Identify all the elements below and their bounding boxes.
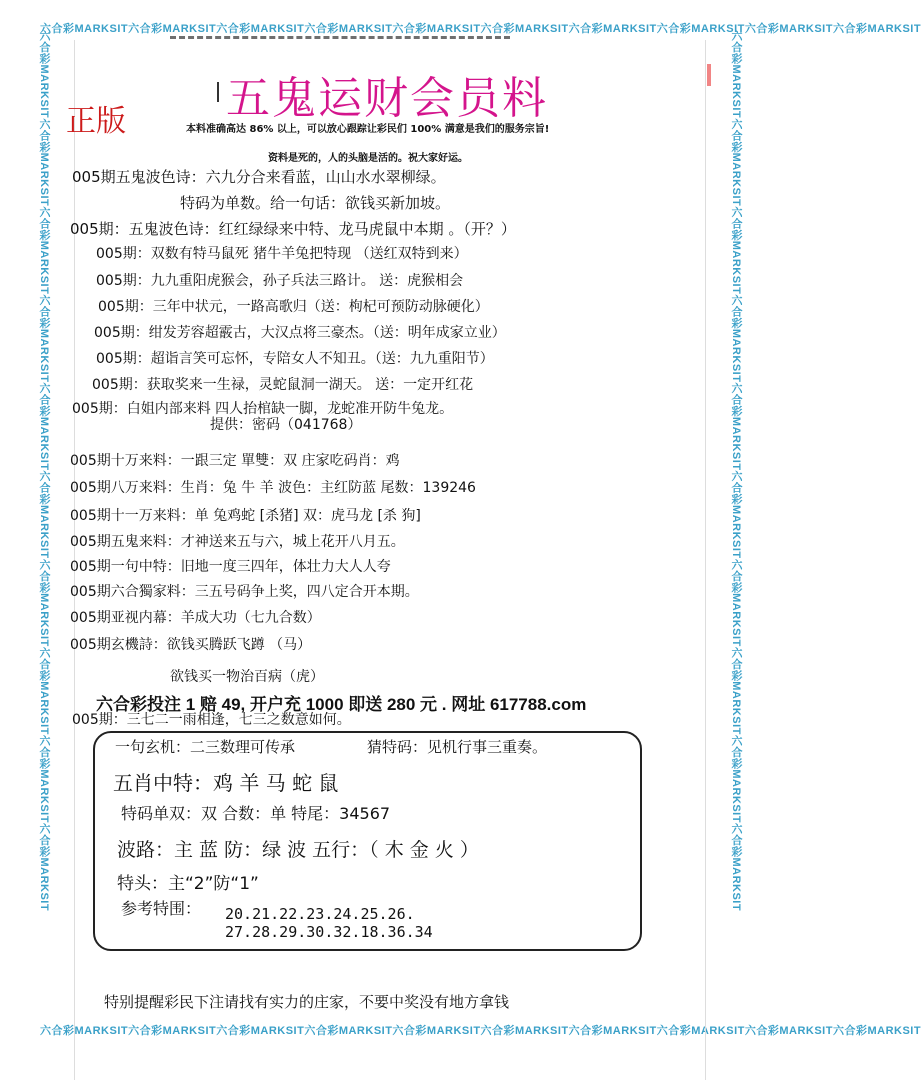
top-scribble — [170, 36, 510, 49]
line-exclusive-source: 005期六合獨家料：三五号码争上奖，四八定合开本期。 — [70, 584, 419, 600]
footer-reminder: 特别提醒彩民下注请找有实力的庄家，不要中奖没有地方拿钱 — [104, 993, 510, 1011]
good-luck-statement: 资料是死的，人的头脑是活的。祝大家好运。 — [268, 153, 468, 164]
box-mystery-phrase: 一句玄机：二三数理可传承 — [115, 738, 296, 756]
box-guess-number: 猜特码：见机行事三重奏。 — [367, 738, 548, 756]
line-five-ghost-poem: 005期五鬼波色诗：六九分合来看蓝，山山水水翠柳绿。 — [72, 168, 446, 186]
line-top-scholar: 005期：三年中状元，一路高歌归（送：枸杞可预防动脉硬化） — [98, 299, 489, 315]
red-mark — [707, 64, 711, 86]
line-five-ghost-wave: 005期：五鬼波色诗：红红绿绿来中特、龙马虎鼠中本期 。（开？） — [70, 220, 516, 238]
line-three-seven: 005期：三七二一雨相逢，七三之数意如何。 — [72, 712, 351, 728]
box-head-number: 特头：主“2”防“1” — [117, 874, 259, 894]
line-one-phrase: 005期一句中特：旧地一度三四年，体壮力大人人夸 — [70, 559, 391, 575]
line-atv-insider: 005期亚视内幕：羊成大功（七九合数） — [70, 610, 321, 626]
line-odd-even-hint: 特码为单数。给一句话：欲钱买新加坡。 — [180, 194, 451, 212]
decorative-border-left: 六合彩MARKSIT六合彩MARKSIT六合彩MARKSIT六合彩MARKSIT六合彩MARKSIT六合彩MARKSIT六合彩MARKSIT六合彩MARKSIT六合彩MARKSIT六合彩MARKSIT — [38, 30, 50, 912]
betting-ad: 六合彩投注 1 赔 49, 开户充 1000 即送 280 元 . 网址 617788.com — [96, 695, 587, 714]
line-double-numbers: 005期：双数有特马鼠死 猪牛羊兔把特现 （送红双特到来） — [96, 246, 468, 262]
cursor-bar — [217, 82, 219, 102]
line-110k-source: 005期十一万来料：单 兔鸡蛇 [杀猪] 双：虎马龙 [杀 狗] — [70, 508, 421, 524]
accuracy-statement: 本料准确高达 86% 以上，可以放心跟踪让彩民们 100% 满意是我们的服务宗旨! — [186, 124, 550, 135]
line-laughter: 005期：超诣言笑可忘怀，专陪女人不知丑。（送：九九重阳节） — [96, 351, 494, 367]
decorative-border-bottom: 六合彩MARKSIT六合彩MARKSIT六合彩MARKSIT六合彩MARKSIT六合彩MARKSIT六合彩MARKSIT六合彩MARKSIT六合彩MARKSIT六合彩MARKSIT六合彩MARKSIT — [40, 1025, 921, 1037]
box-odd-even: 特码单双：双 合数：单 特尾：34567 — [121, 804, 391, 823]
box-wave-elements: 波路：主 蓝 防：绿 波 五行：（ 木 金 火 ） — [117, 839, 479, 861]
line-80k-source: 005期八万来料：生肖：兔 牛 羊 波色：主红防蓝 尾数：139246 — [70, 480, 476, 496]
line-cure-all: 欲钱买一物治百病（虎） — [170, 669, 324, 685]
line-double-ninth: 005期：九九重阳虎猴会，孙子兵法三路计。 送：虎猴相会 — [96, 273, 464, 289]
line-prize-lifetime: 005期：获取奖来一生禄，灵蛇鼠洞一湖天。 送：一定开红花 — [92, 377, 474, 393]
box-ref-numbers-2: 27.28.29.30.32.18.36.34 — [225, 923, 433, 941]
page-title: 五鬼运财会员料 — [226, 73, 548, 124]
box-five-zodiac: 五肖中特：鸡 羊 马 蛇 鼠 — [113, 771, 339, 795]
box-ref-label: 参考特围： — [121, 899, 202, 918]
line-100k-source: 005期十万来料：一跟三定 單雙：双 庄家吃码肖：鸡 — [70, 453, 400, 469]
decorative-border-right: 六合彩MARKSIT六合彩MARKSIT六合彩MARKSIT六合彩MARKSIT六合彩MARKSIT六合彩MARKSIT六合彩MARKSIT六合彩MARKSIT六合彩MARKSIT六合彩MARKSIT — [730, 30, 742, 912]
line-password: 提供：密码（041768） — [210, 417, 362, 433]
line-mystic-poem: 005期玄機詩：欲钱买腾跃飞蹲 （马） — [70, 637, 312, 653]
line-white-sister: 005期：白姐内部来料 四人抬棺缺一脚，龙蛇准开防牛兔龙。 — [72, 401, 454, 417]
authentic-badge: 正版 — [66, 104, 126, 139]
line-three-heroes: 005期：绀发芳容超霰古，大汉点将三豪杰。（送：明年成家立业） — [94, 325, 506, 341]
box-ref-numbers-1: 20.21.22.23.24.25.26. — [225, 905, 415, 923]
line-five-ghost-source: 005期五鬼来料：才神送来五与六，城上花开八月五。 — [70, 534, 405, 550]
prediction-box — [93, 731, 642, 951]
decorative-border-top: 六合彩MARKSIT六合彩MARKSIT六合彩MARKSIT六合彩MARKSIT六合彩MARKSIT六合彩MARKSIT六合彩MARKSIT六合彩MARKSIT六合彩MARKSIT六合彩MARKSIT — [40, 23, 921, 35]
